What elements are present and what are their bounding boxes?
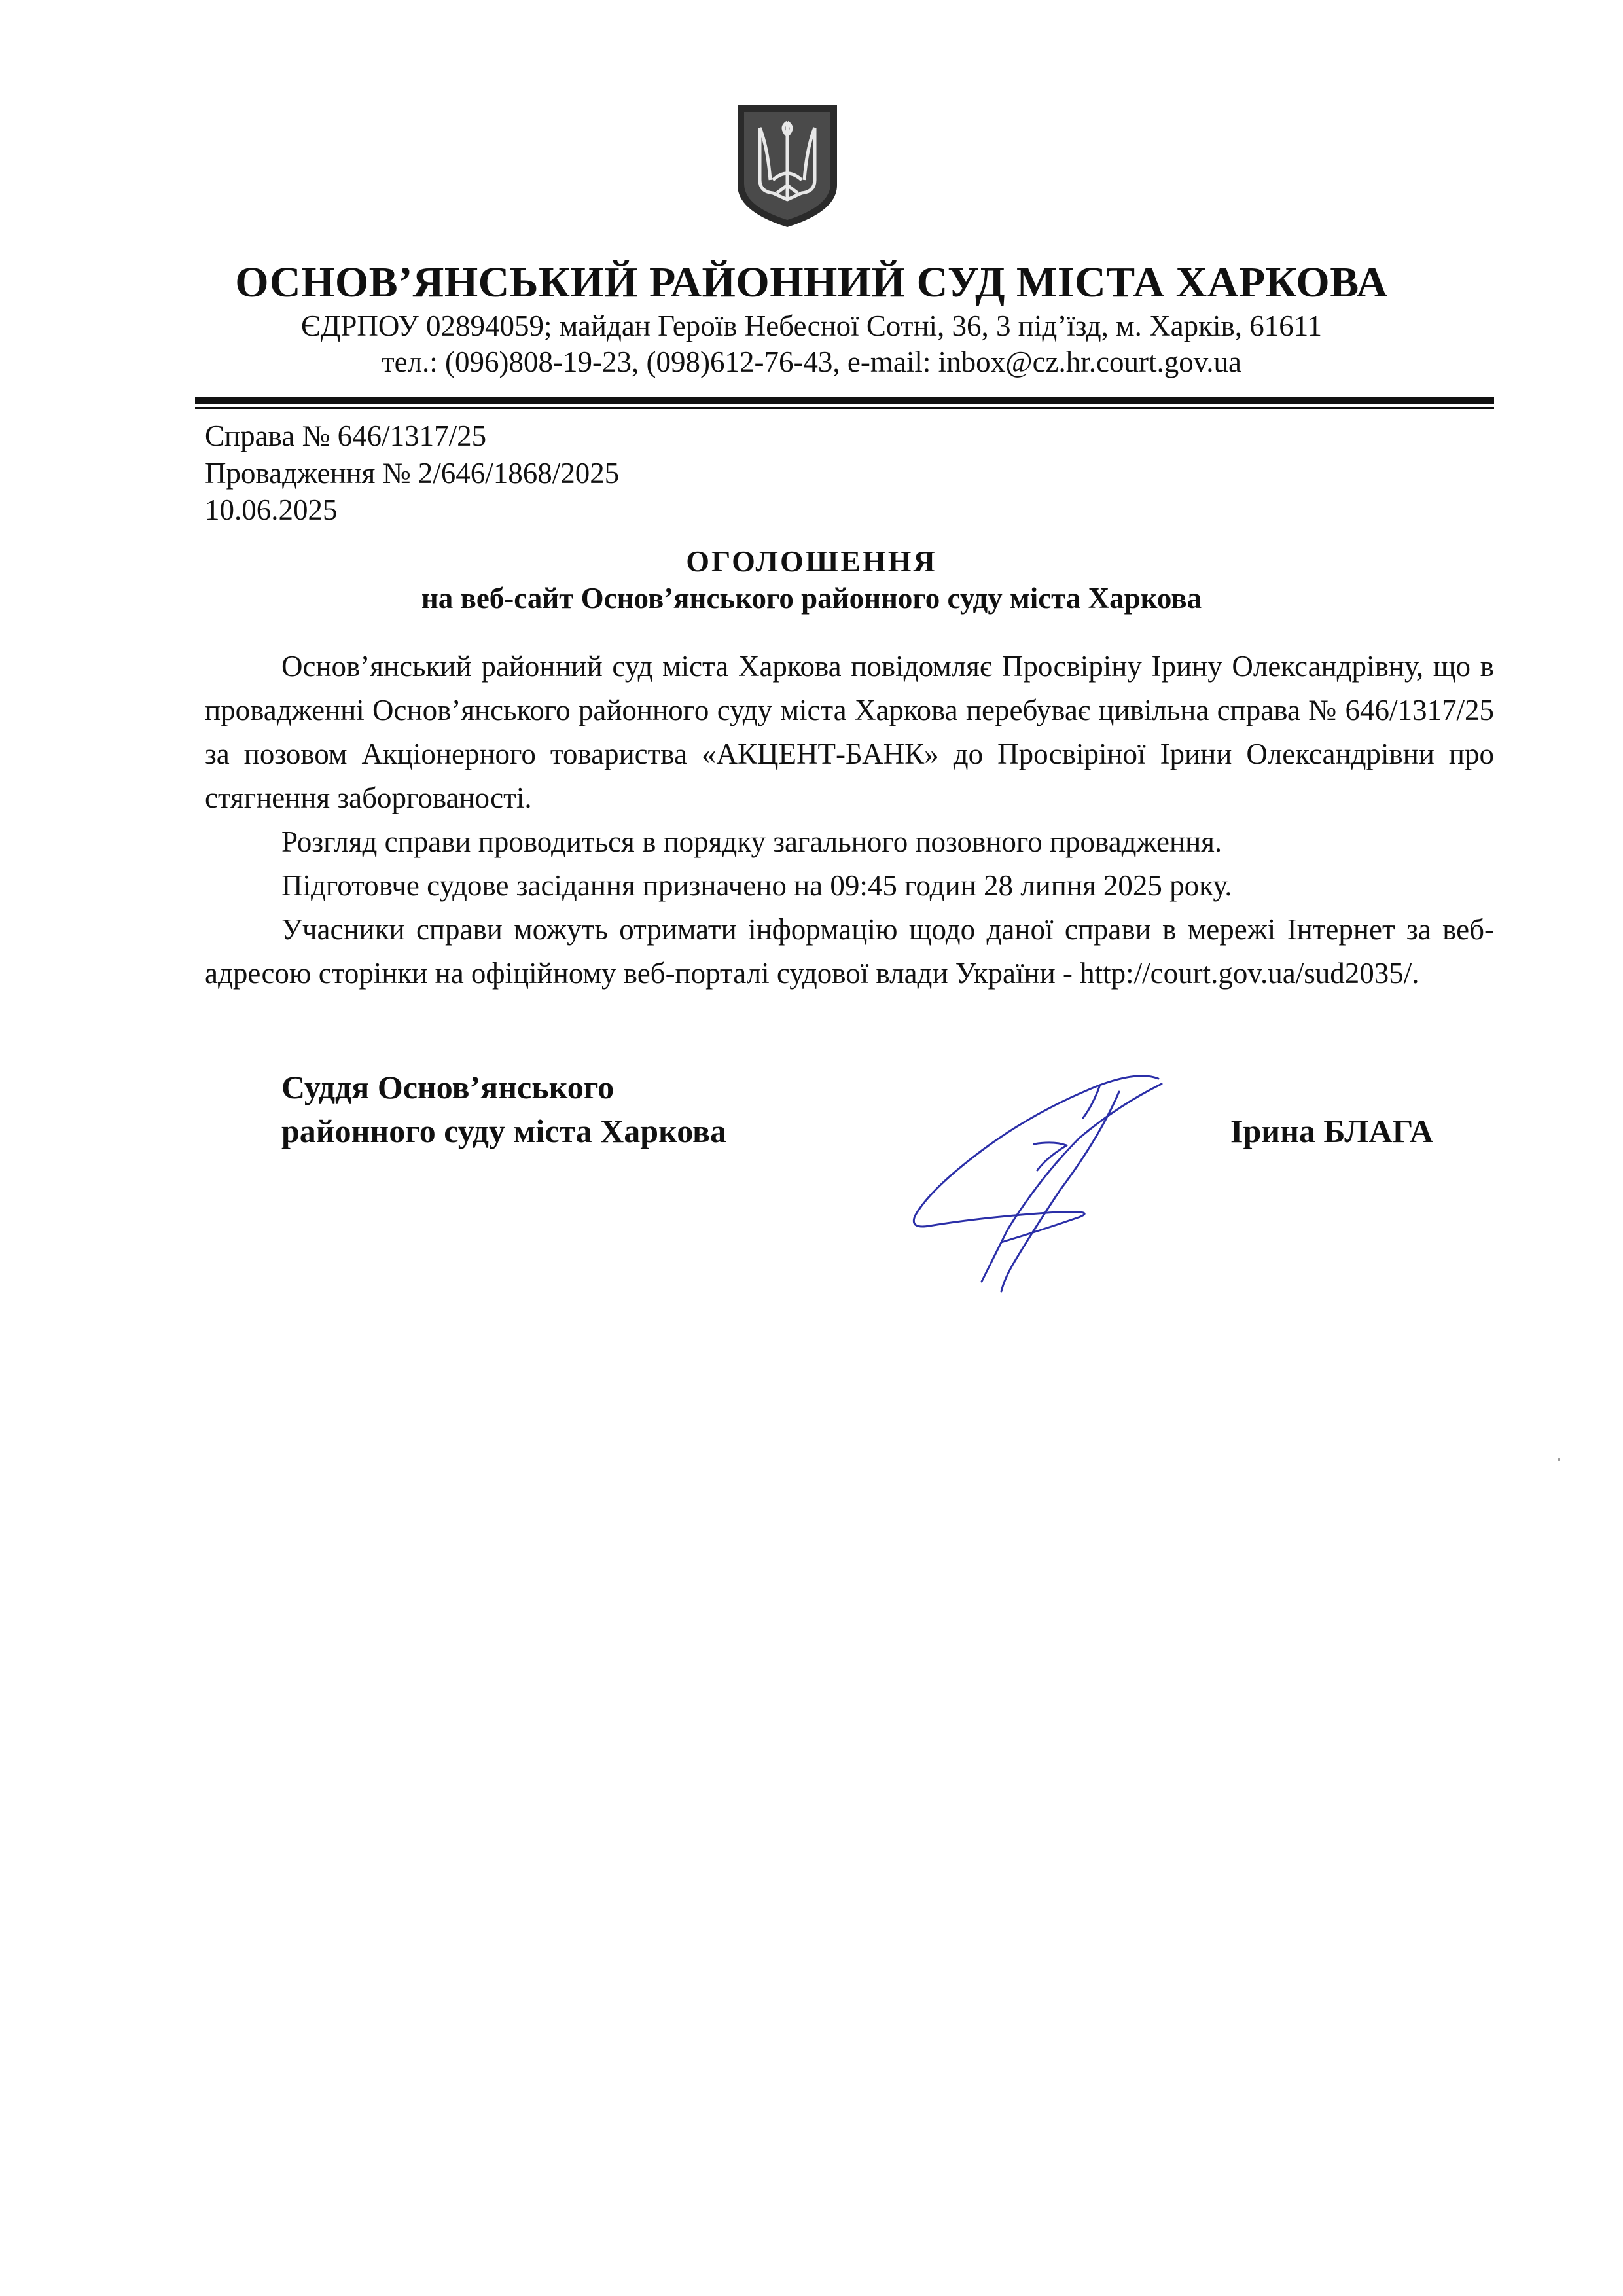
- court-name-heading: ОСНОВ’ЯНСЬКИЙ РАЙОННИЙ СУД МІСТА ХАРКОВА: [235, 259, 1388, 306]
- announcement-title: ОГОЛОШЕННЯ: [686, 545, 937, 578]
- coat-of-arms-emblem: [734, 101, 841, 230]
- judge-title-line-2: районного суду міста Харкова: [281, 1113, 727, 1149]
- announcement-body: [205, 645, 1494, 996]
- court-contacts-line: тел.: (096)808-19-23, (098)612-76-43, e-mail: inbox@cz.hr.court.gov.ua: [381, 346, 1242, 378]
- judge-title-line-1: Суддя Основ’янського: [281, 1069, 615, 1105]
- document-date: 10.06.2025: [205, 493, 338, 526]
- body-paragraph: Основ’янський районний суд міста Харкова повідомляє Просвіріну Ірину Олександрівну, що в провадженні Основ’янського районного суду міста Харкова перебуває цивільна справа № 646/1317/25 за позовом Акціонерного товариства «АКЦЕНТ-БАНК» до Просвіріної Ірини Олександрівни про стягнення заборгованості.: [205, 650, 1494, 814]
- scan-speck: [1558, 1458, 1560, 1461]
- header-divider-thin: [195, 407, 1494, 409]
- header-divider-thick: [195, 397, 1494, 404]
- trident-coat-of-arms-icon: [734, 101, 841, 230]
- body-paragraph: Розгляд справи проводиться в порядку загального позовного провадження.: [281, 825, 1222, 858]
- body-paragraph: Учасники справи можуть отримати інформацію щодо даної справи в мережі Інтернет за веб-адресою сторінки на офіційному веб-порталі судової влади України - http://court.gov.ua/sud2035/.: [205, 913, 1494, 990]
- handwritten-signature: [903, 1066, 1185, 1301]
- case-number: Справа № 646/1317/25: [205, 420, 487, 452]
- body-paragraph: Підготовче судове засідання призначено на 09:45 годин 28 липня 2025 року.: [281, 869, 1232, 902]
- proceeding-number: Провадження № 2/646/1868/2025: [205, 457, 620, 490]
- judge-title: [281, 1066, 726, 1153]
- announcement-subtitle: на веб-сайт Основ’янського районного суду міста Харкова: [421, 582, 1202, 615]
- court-address-line: ЄДРПОУ 02894059; майдан Героїв Небесної Сотні, 36, 3 під’їзд, м. Харків, 61611: [300, 310, 1323, 342]
- judge-name: Ірина БЛАГА: [1230, 1113, 1434, 1149]
